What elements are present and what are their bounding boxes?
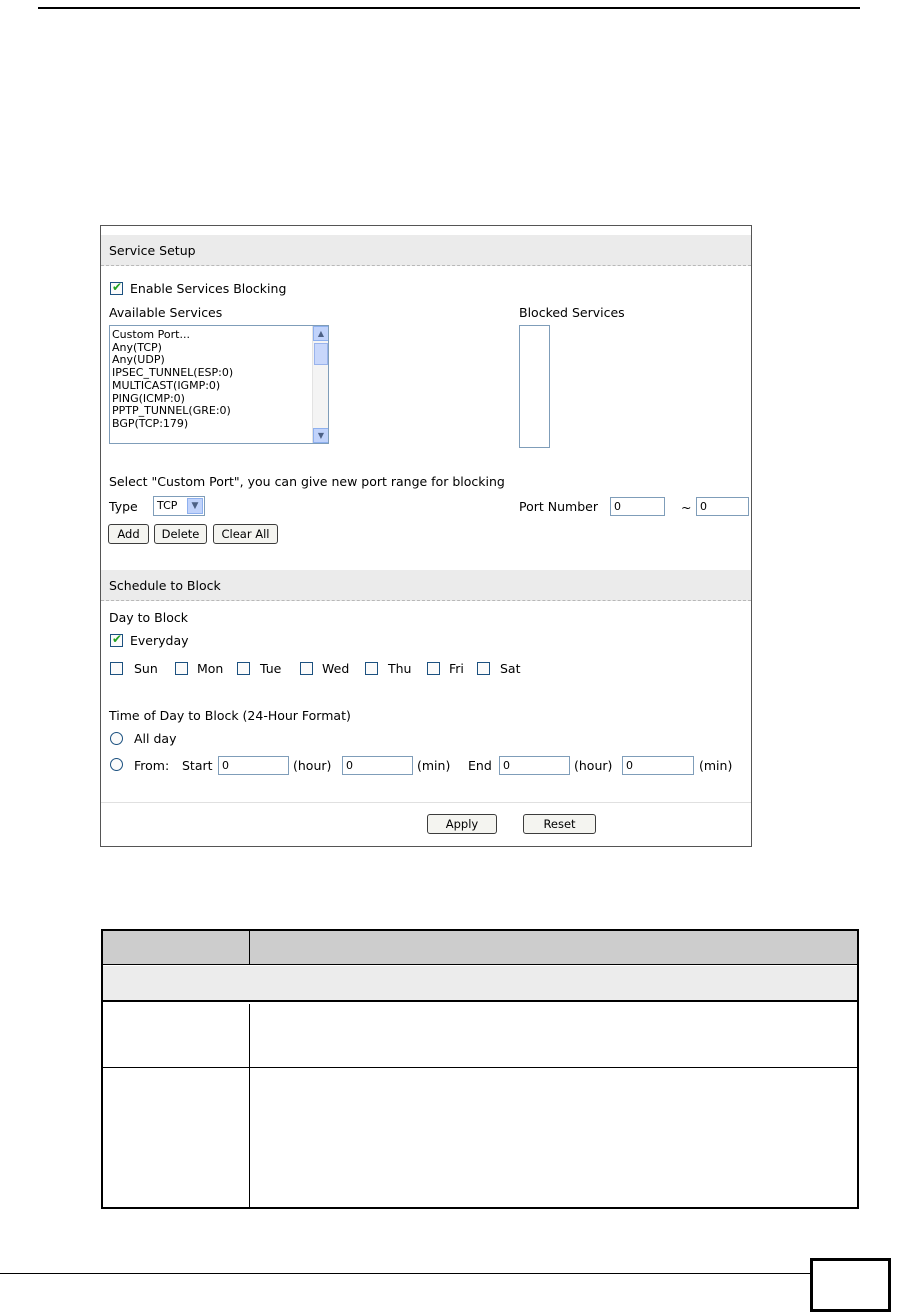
- end-hour-unit: (hour): [574, 758, 613, 773]
- end-min-unit: (min): [699, 758, 733, 773]
- day-label-fri: Fri: [449, 661, 464, 676]
- description-table: [101, 929, 859, 1209]
- end-label: End: [468, 758, 492, 773]
- from-label: From:: [134, 758, 170, 773]
- schedule-to-block-title: Schedule to Block: [109, 578, 221, 593]
- start-min-input[interactable]: 0: [342, 756, 413, 775]
- table-column-divider: [249, 1004, 250, 1207]
- schedule-to-block-header: [101, 570, 751, 601]
- table-row: [103, 1004, 857, 1068]
- available-services-label: Available Services: [109, 305, 223, 320]
- apply-button[interactable]: Apply: [427, 814, 497, 834]
- day-to-block-label: Day to Block: [109, 610, 188, 625]
- everyday-checkbox[interactable]: [110, 634, 123, 647]
- day-checkbox-wed[interactable]: [300, 662, 313, 675]
- day-label-mon: Mon: [197, 661, 224, 676]
- list-item[interactable]: PPTP_TUNNEL(GRE:0): [112, 404, 231, 418]
- day-label-wed: Wed: [322, 661, 350, 676]
- available-services-scrollbar[interactable]: [312, 326, 328, 443]
- type-label: Type: [109, 499, 138, 514]
- list-item[interactable]: BGP(TCP:179): [112, 416, 189, 430]
- enable-services-blocking-checkbox[interactable]: [110, 282, 123, 295]
- list-item[interactable]: PING(ICMP:0): [112, 391, 185, 405]
- blocked-services-label: Blocked Services: [519, 305, 625, 320]
- day-checkbox-sat[interactable]: [477, 662, 490, 675]
- list-item[interactable]: Any(TCP): [112, 340, 162, 354]
- list-item[interactable]: MULTICAST(IGMP:0): [112, 378, 221, 392]
- end-hour-input[interactable]: 0: [499, 756, 570, 775]
- scroll-up-icon[interactable]: ▲: [313, 326, 329, 341]
- time-of-day-label: Time of Day to Block (24-Hour Format): [109, 708, 351, 723]
- start-min-unit: (min): [417, 758, 451, 773]
- day-label-sat: Sat: [500, 661, 521, 676]
- end-min-input[interactable]: 0: [622, 756, 694, 775]
- list-item[interactable]: Any(UDP): [112, 353, 165, 367]
- start-hour-input[interactable]: 0: [218, 756, 289, 775]
- from-radio[interactable]: [110, 758, 123, 771]
- day-checkbox-fri[interactable]: [427, 662, 440, 675]
- scroll-thumb[interactable]: [314, 343, 328, 365]
- list-item[interactable]: Custom Port...: [112, 328, 190, 341]
- actions-divider: [101, 802, 751, 803]
- port-number-label: Port Number: [519, 499, 598, 514]
- day-checkbox-sun[interactable]: [110, 662, 123, 675]
- start-label: Start: [182, 758, 213, 773]
- day-label-sun: Sun: [134, 661, 158, 676]
- port-from-input[interactable]: 0: [610, 497, 665, 516]
- day-label-tue: Tue: [260, 661, 282, 676]
- service-setup-title: Service Setup: [109, 243, 196, 258]
- content-filter-panel: [100, 225, 752, 847]
- day-checkbox-thu[interactable]: [365, 662, 378, 675]
- port-to-input[interactable]: 0: [696, 497, 749, 516]
- blocked-services-list[interactable]: [519, 325, 550, 448]
- day-label-thu: Thu: [388, 661, 412, 676]
- enable-services-blocking-label: Enable Services Blocking: [130, 281, 287, 296]
- start-hour-unit: (hour): [293, 758, 332, 773]
- list-item[interactable]: IPSEC_TUNNEL(ESP:0): [112, 366, 234, 380]
- table-header-divider: [249, 931, 250, 965]
- page-bottom-rule: [0, 1273, 810, 1274]
- page-number-box: [810, 1258, 891, 1312]
- table-section-row: [103, 966, 857, 1002]
- day-checkbox-mon[interactable]: [175, 662, 188, 675]
- day-checkbox-tue[interactable]: [237, 662, 250, 675]
- port-range-tilde: ~: [681, 500, 692, 515]
- table-header-row: [103, 931, 857, 965]
- all-day-radio[interactable]: [110, 732, 123, 745]
- scroll-down-icon[interactable]: ▼: [313, 428, 329, 443]
- custom-port-hint: Select "Custom Port", you can give new port range for blocking: [109, 474, 505, 489]
- delete-button[interactable]: Delete: [154, 524, 207, 544]
- all-day-label: All day: [134, 731, 177, 746]
- add-button[interactable]: Add: [108, 524, 149, 544]
- protocol-type-select[interactable]: [153, 496, 205, 516]
- protocol-type-value: TCP: [157, 499, 178, 512]
- service-setup-header: [101, 235, 751, 266]
- page-top-rule: [38, 7, 860, 9]
- available-services-list[interactable]: [109, 325, 329, 444]
- clear-all-button[interactable]: Clear All: [213, 524, 278, 544]
- chevron-down-icon: ▼: [187, 498, 203, 514]
- reset-button[interactable]: Reset: [523, 814, 596, 834]
- everyday-label: Everyday: [130, 633, 189, 648]
